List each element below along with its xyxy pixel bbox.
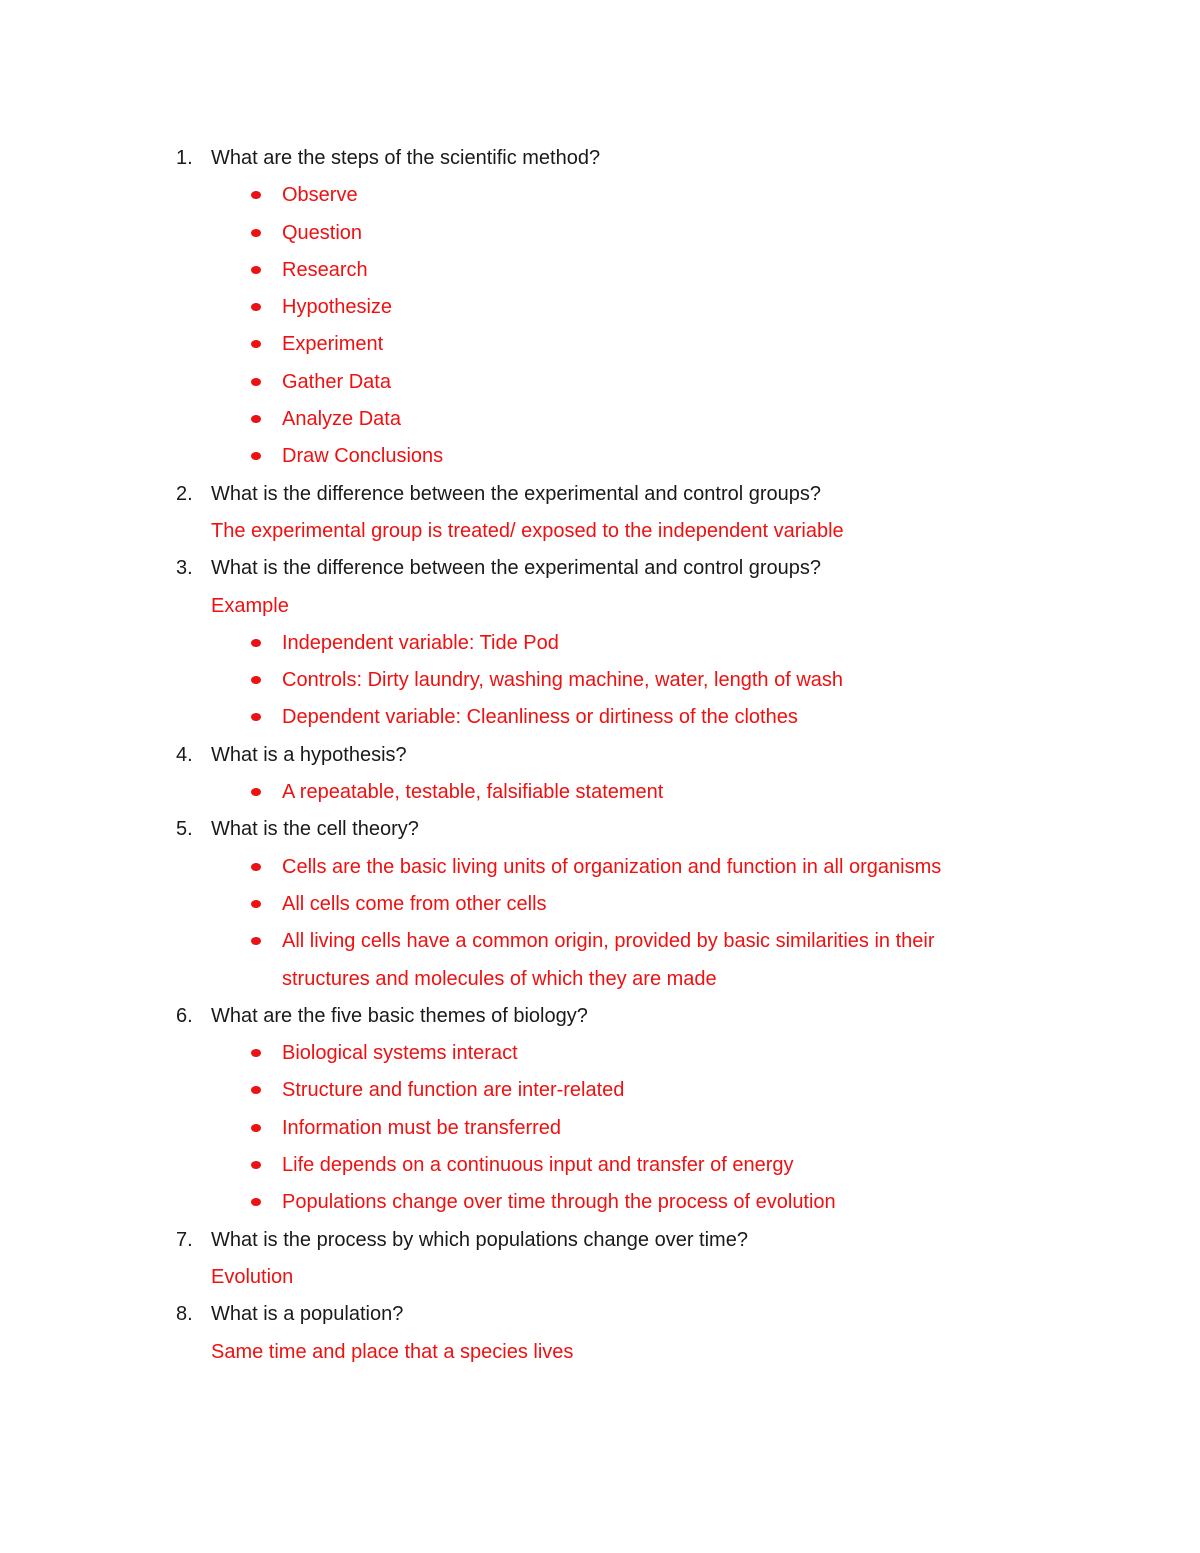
question-text: What is the process by which populations change over time? [211, 1228, 748, 1251]
question-block [176, 737, 1036, 812]
answer-bullet-item [176, 289, 1036, 326]
bullet-dot-icon [251, 1124, 261, 1132]
question-number: 2. [176, 482, 193, 505]
answer-bullet-text: Question [282, 221, 363, 244]
question-text: What are the five basic themes of biology? [211, 1004, 588, 1027]
answer-bullet-text: Independent variable: Tide Pod [282, 631, 559, 654]
bullet-dot-icon [251, 415, 261, 423]
bullet-dot-icon [251, 900, 261, 908]
answer-bullet-text: All cells come from other cells [282, 892, 547, 915]
answer-bullet-item [176, 625, 1036, 662]
question-line [176, 811, 1036, 848]
answer-bullet-text: Cells are the basic living units of organization and function in all organisms [282, 855, 942, 878]
bullet-dot-icon [251, 639, 261, 647]
question-block [176, 1296, 1036, 1371]
answer-bullet-item [176, 1147, 1036, 1184]
question-text: What is a hypothesis? [211, 743, 407, 766]
bullet-dot-icon [251, 378, 261, 386]
question-line [176, 140, 1036, 177]
bullet-dot-icon [251, 1198, 261, 1206]
question-text: What is the cell theory? [211, 818, 419, 841]
question-number: 3. [176, 557, 193, 580]
answer-bullet-item [176, 699, 1036, 736]
bullet-dot-icon [251, 452, 261, 460]
answer-bullet-text: Draw Conclusions [282, 445, 444, 468]
question-number: 1. [176, 147, 193, 169]
answer-bullet-text: Life depends on a continuous input and transfer of energy [282, 1154, 794, 1177]
answer-bullet-item [176, 326, 1036, 363]
question-line [176, 998, 1036, 1035]
answer-bullet-text: Biological systems interact [282, 1042, 518, 1065]
answer-bullet-item [176, 401, 1036, 438]
answer-bullet-item [176, 177, 1036, 214]
question-line [176, 1296, 1036, 1333]
answer-bullet-text: Populations change over time through the process of evolution [282, 1191, 836, 1214]
answer-bullet-text: Analyze Data [282, 408, 401, 431]
answer-bullet-item [176, 662, 1036, 699]
question-line [176, 737, 1036, 774]
bullet-dot-icon [251, 266, 261, 274]
bullet-dot-icon [251, 229, 261, 237]
answer-bullet-text: Observe [282, 184, 358, 207]
answer-bullet-text: Hypothesize [282, 296, 393, 319]
question-text: What is a population? [211, 1303, 404, 1326]
bullet-dot-icon [251, 1049, 261, 1057]
answer-bullet-text: Information must be transferred [282, 1116, 562, 1139]
question-block [176, 1222, 1036, 1297]
question-text: What is the difference between the experimental and control groups? [211, 482, 821, 505]
answer-bullet-item [176, 252, 1036, 289]
answer-bullet-text: Structure and function are inter-related [282, 1079, 625, 1102]
question-number: 4. [176, 743, 193, 766]
question-block [176, 811, 1036, 997]
question-text: What are the steps of the scientific method? [211, 147, 601, 169]
bullet-dot-icon [251, 676, 261, 684]
answer-bullet-text: Dependent variable: Cleanliness or dirtiness of the clothes [282, 706, 798, 729]
question-number: 7. [176, 1228, 193, 1251]
question-line [176, 476, 1036, 513]
bullet-dot-icon [251, 303, 261, 311]
answer-bullet-text: A repeatable, testable, falsifiable statement [282, 781, 664, 804]
bullet-dot-icon [251, 937, 261, 945]
question-block [176, 550, 1036, 736]
question-line [176, 550, 1036, 587]
answer-bullet-text: Controls: Dirty laundry, washing machine, water, length of wash [282, 669, 844, 692]
question-number: 6. [176, 1004, 193, 1027]
answer-text: The experimental group is treated/ exposed to the independent variable [211, 519, 844, 542]
answer-text: Same time and place that a species lives [211, 1340, 574, 1363]
question-text: What is the difference between the experimental and control groups? [211, 557, 821, 580]
answer-bullet-item [176, 438, 1036, 475]
bullet-dot-icon [251, 191, 261, 199]
answer-bullet-text: All living cells have a common origin, provided by basic similarities in their structures and molecules of which they are made [282, 930, 935, 990]
answer-bullet-item [176, 364, 1036, 401]
answer-bullet-text: Experiment [282, 333, 384, 356]
question-block [176, 140, 1036, 476]
answer-bullet-item [176, 886, 1036, 923]
question-number: 5. [176, 818, 193, 841]
answer-text: Example [211, 594, 289, 617]
answer-text: Evolution [211, 1265, 294, 1288]
answer-bullet-item [176, 1184, 1036, 1221]
answer-bullet-item [176, 1072, 1036, 1109]
bullet-dot-icon [251, 788, 261, 796]
question-block [176, 476, 1036, 551]
answer-bullet-item [176, 1110, 1036, 1147]
bullet-dot-icon [251, 1086, 261, 1094]
bullet-dot-icon [251, 713, 261, 721]
answer-bullet-item [176, 923, 1036, 998]
answer-bullet-item [176, 774, 1036, 811]
answer-bullet-text: Research [282, 258, 368, 281]
answer-bullet-item [176, 1035, 1036, 1072]
answer-bullet-item [176, 849, 1036, 886]
bullet-dot-icon [251, 1161, 261, 1169]
bullet-dot-icon [251, 863, 261, 871]
answer-bullet-item [176, 215, 1036, 252]
bullet-dot-icon [251, 340, 261, 348]
question-number: 8. [176, 1303, 193, 1326]
question-block [176, 998, 1036, 1222]
answer-bullet-text: Gather Data [282, 370, 391, 393]
question-line [176, 1222, 1036, 1259]
